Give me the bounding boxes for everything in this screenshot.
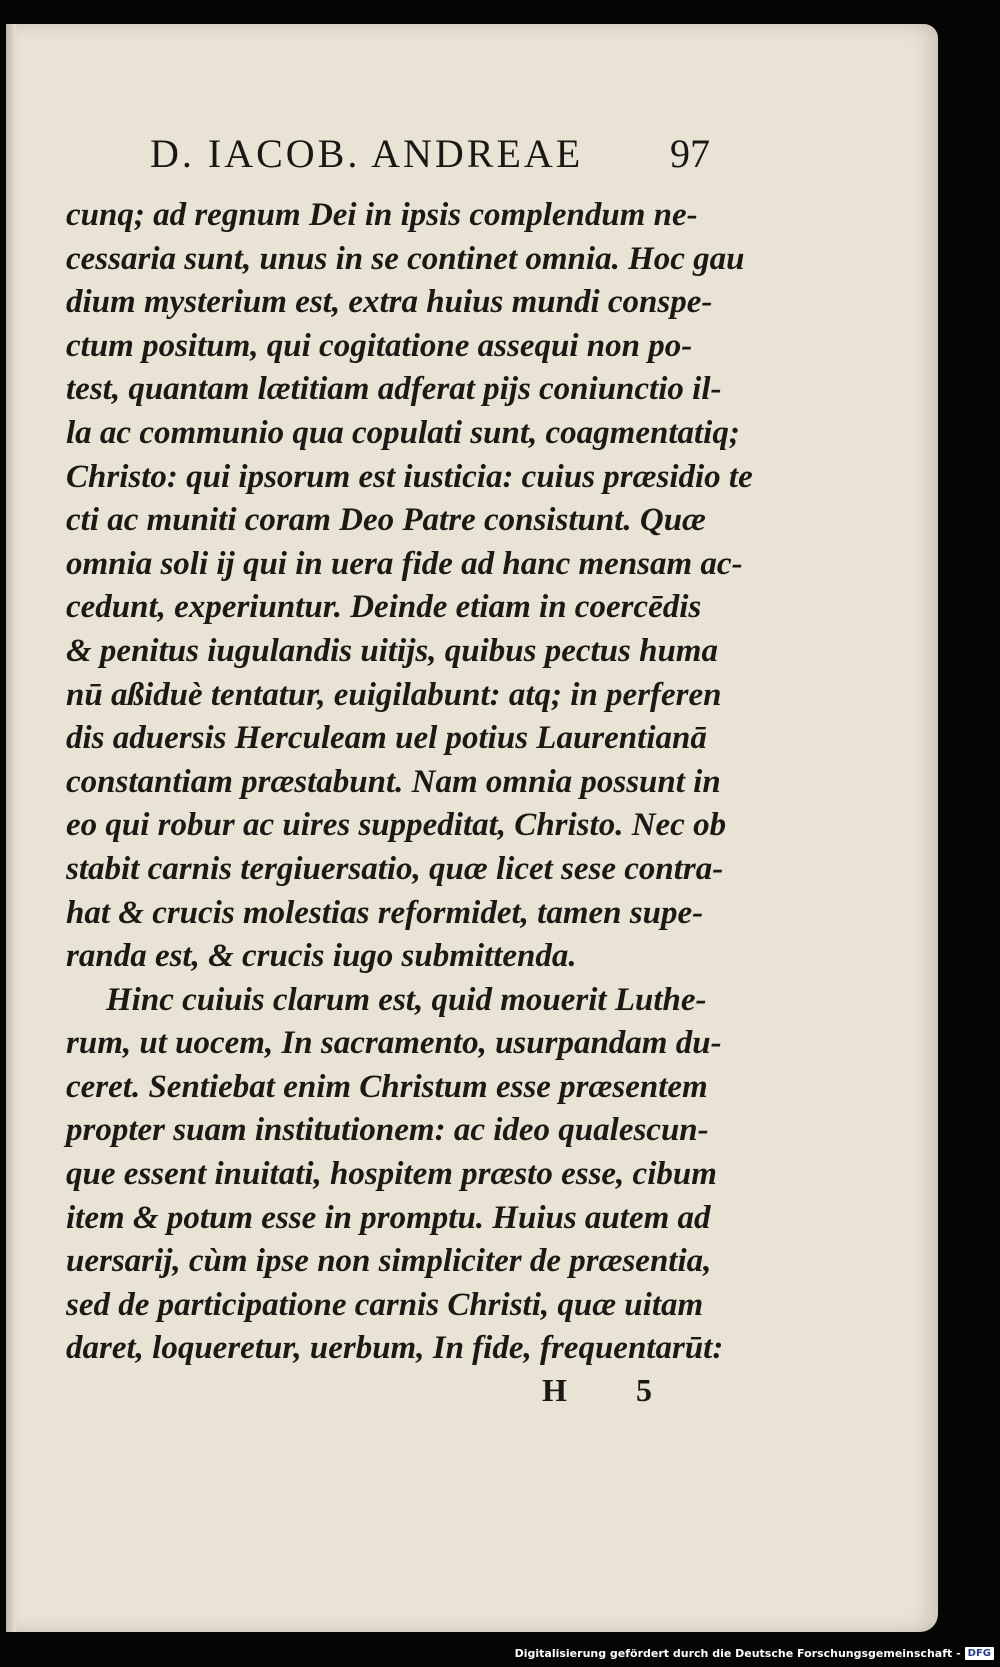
text-line: ctum positum, qui cogitatione assequi non po- [66,327,693,364]
text-line: & penitus iugulandis uitijs, quibus pectus huma [66,632,718,669]
digitization-credit [515,1643,994,1663]
text-line: item & potum esse in promptu. Huius autem ad [66,1199,711,1236]
text-line: eo qui robur ac uires suppeditat, Christo. Nec ob [66,807,727,844]
text-line: Christo: qui ipsorum est iusticia: cuius præsidio te [66,458,753,495]
signature-mark [542,1372,652,1412]
text-line: stabit carnis tergiuersatio, quæ licet sese contra- [66,850,724,887]
credit-text: Digitalisierung gefördert durch die Deutsche Forschungsgemeinschaft - [514,1646,961,1660]
paragraph-2 [66,979,724,1371]
text-line: test, quantam lætitiam adferat pijs coniunctio il- [66,371,722,408]
signature-number: 5 [636,1372,652,1408]
text-line: la ac communio qua copulati sunt, coagmentatiq; [66,414,740,451]
signature-letter: H [542,1372,567,1408]
text-line: dis aduersis Herculeam uel potius Laurentianā [66,720,707,757]
text-line: hat & crucis molestias reformidet, tamen supe- [66,894,704,931]
text-line: cti ac muniti coram Deo Patre consistunt. Quæ [66,502,706,539]
text-line: propter suam institutionem: ac ideo qualescun- [66,1112,709,1149]
dfg-logo: DFG [965,1647,994,1660]
text-line: constantiam præstabunt. Nam omnia possunt in [66,763,721,800]
running-title: D. IACOB. ANDREAE [150,131,584,176]
text-line: sed de participatione carnis Christi, quæ uitam [66,1286,704,1323]
text-line: dium mysterium est, extra huius mundi conspe- [66,284,713,321]
page-number: 97 [670,131,710,176]
text-line: que essent inuitati, hospitem præsto esse, cibum [66,1156,717,1193]
text-line: cunq; ad regnum Dei in ipsis complendum ne- [66,197,698,233]
page-header [150,130,710,180]
text-line: randa est, & crucis iugo submittenda. [66,938,577,975]
text-line: daret, loqueretur, uerbum, In fide, frequentarūt: [66,1330,724,1367]
text-line: ceret. Sentiebat enim Christum esse præsentem [66,1068,708,1105]
text-line: rum, ut uocem, In sacramento, usurpandam du- [66,1025,722,1062]
paragraph-1 [66,194,753,979]
page-body-text [66,194,753,1371]
text-line: omnia soli ij qui in uera fide ad hanc mensam ac- [66,545,743,582]
text-line: Hinc cuiuis clarum est, quid mouerit Luthe- [106,981,707,1018]
text-line: uersarij, cùm ipse non simpliciter de præsentia, [66,1243,712,1280]
text-line: cessaria sunt, unus in se continet omnia. Hoc gau [66,240,745,277]
text-line: cedunt, experiuntur. Deinde etiam in coercēdis [66,589,702,626]
page-gutter-shadow [6,24,16,1632]
text-line: nū aßiduè tentatur, euigilabunt: atq; in perferen [66,676,722,713]
